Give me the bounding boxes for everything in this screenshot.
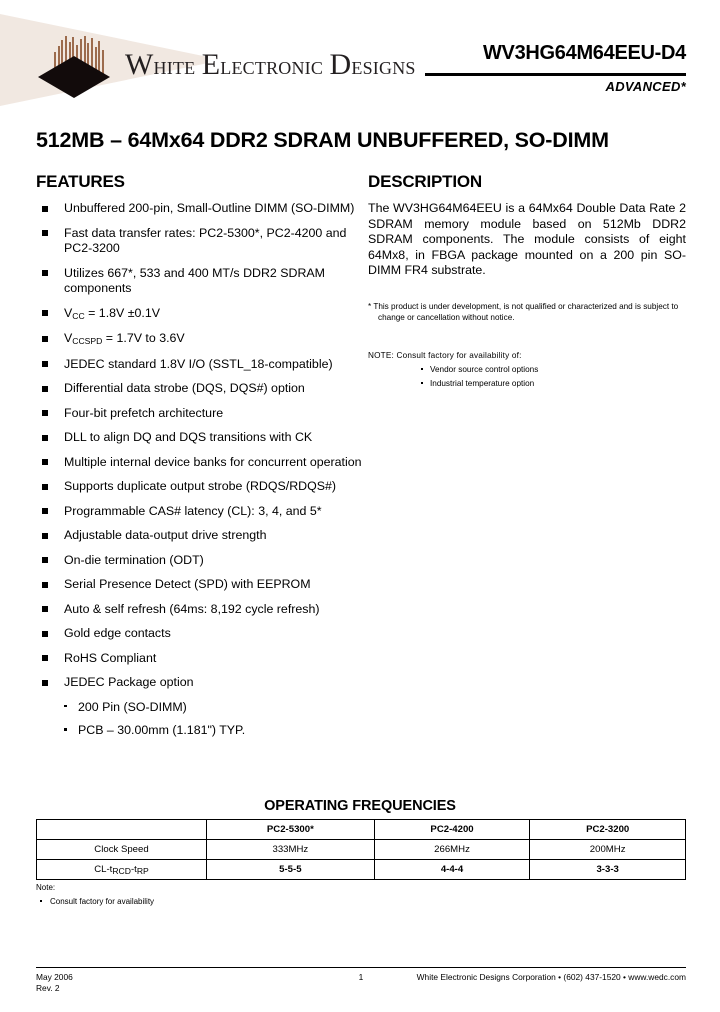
feature-text: Adjustable data-output drive strength (64, 528, 267, 542)
table-cell: 5-5-5 (207, 860, 375, 880)
square-bullet-icon (42, 361, 48, 367)
square-bullet-icon (42, 533, 48, 539)
feature-item (36, 226, 366, 257)
table-note-item (36, 896, 154, 907)
table-row (37, 860, 686, 880)
feature-text: On-die termination (ODT) (64, 552, 204, 567)
row-label: Clock Speed (37, 840, 207, 860)
feature-text: Fast data transfer rates: PC2-5300*, PC2-4200 and PC2-3200 (64, 225, 347, 255)
feature-text: Auto & self refresh (64ms: 8,192 cycle refresh) (64, 601, 320, 616)
dot-bullet-icon (40, 900, 42, 902)
footnote-line-2: change or cancellation without notice. (378, 313, 515, 322)
description-heading: DESCRIPTION (368, 172, 482, 191)
note-item-text: Industrial temperature option (430, 378, 535, 388)
square-bullet-icon (42, 386, 48, 392)
feature-text: JEDEC standard 1.8V I/O (SSTL_18-compatible) (64, 356, 333, 371)
footnote-line-1: * This product is under development, is not qualified or characterized and is subject to (368, 301, 679, 311)
table-header-row (37, 820, 686, 840)
feature-text: PCB – 30.00mm (1.181") TYP. (78, 723, 246, 737)
feature-text: 200 Pin (SO-DIMM) (78, 699, 187, 714)
feature-text: Unbuffered 200-pin, Small-Outline DIMM (SO-DIMM) (64, 201, 355, 215)
note-item-text: Vendor source control options (430, 364, 539, 374)
feature-item (36, 266, 366, 297)
square-bullet-icon (42, 435, 48, 441)
feature-text: DLL to align DQ and DQS transitions with CK (64, 430, 313, 444)
dot-bullet-icon (421, 368, 423, 370)
availability-note (368, 350, 686, 390)
feature-text: Programmable CAS# latency (CL): 3, 4, and 5* (64, 503, 322, 518)
footer-date: May 2006 (36, 972, 73, 982)
feature-subitem (36, 700, 366, 716)
dot-bullet-icon (421, 382, 423, 384)
table-header-cell: PC2-3200 (530, 820, 686, 840)
note-item (368, 364, 686, 376)
feature-text: Utilizes 667*, 533 and 400 MT/s DDR2 SDRAM components (64, 265, 325, 295)
square-bullet-icon (42, 484, 48, 490)
feature-item (36, 479, 366, 495)
table-row (37, 840, 686, 860)
feature-item (36, 602, 366, 618)
feature-item (36, 504, 366, 520)
square-bullet-icon (42, 336, 48, 342)
note-list (368, 364, 686, 390)
row-label: $CL-t_{RCD}-t_{RP}$ (37, 860, 207, 880)
features-column (36, 172, 366, 747)
square-bullet-icon (42, 655, 48, 661)
page-header (0, 0, 720, 112)
advanced-footnote (368, 301, 686, 324)
square-bullet-icon (42, 606, 48, 612)
table-cell: 266MHz (374, 840, 530, 860)
square-bullet-icon (42, 631, 48, 637)
table-cell: 4-4-4 (374, 860, 530, 880)
header-divider (425, 73, 686, 76)
square-bullet-icon (42, 508, 48, 514)
feature-text: Differential data strobe (DQS, DQS#) option (64, 381, 305, 395)
square-bullet-icon (42, 680, 48, 686)
white-electronic-designs-diamond-logo (38, 36, 110, 98)
feature-item (36, 406, 366, 422)
description-body: The WV3HG64M64EEU is a 64Mx64 Double Data Rate 2 SDRAM memory module based on 512Mb DDR2 SDRAM components. The module consists of eight 64Mx8, in FBGA package mounted on a 200 pin SO-DIMM FR4 substrate. (368, 201, 686, 277)
feature-item (36, 455, 366, 471)
table-header-cell: PC2-5300* (207, 820, 375, 840)
dot-bullet-icon (64, 728, 67, 731)
feature-text: RoHS Compliant (64, 650, 157, 665)
operating-frequencies-table (36, 819, 686, 880)
table-cell: 3-3-3 (530, 860, 686, 880)
square-bullet-icon (42, 410, 48, 416)
feature-item (36, 201, 366, 217)
features-list (36, 201, 366, 739)
note-label: NOTE: Consult factory for availability of: (368, 350, 522, 360)
features-heading: FEATURES (36, 172, 125, 191)
feature-subitem (36, 723, 366, 739)
feature-text: $V_{CCSPD} = 1.7V$ to 3.6V (64, 331, 185, 346)
footer-company-line: White Electronic Designs Corporation • (602) 437-1520 • www.wedc.com (416, 972, 686, 982)
table-note-label: Note: (36, 883, 56, 892)
table-cell: 200MHz (530, 840, 686, 860)
square-bullet-icon (42, 230, 48, 236)
table-header-cell: PC2-4200 (374, 820, 530, 840)
footer-divider (36, 967, 686, 968)
feature-text: $V_{CC} = 1.8V \pm 0.1V$ (64, 305, 161, 321)
square-bullet-icon (42, 206, 48, 212)
feature-item (36, 577, 366, 593)
feature-item (36, 331, 366, 348)
square-bullet-icon (42, 582, 48, 588)
feature-item (36, 430, 366, 446)
part-number: WV3HG64M64EEU-D4 (482, 42, 686, 64)
table-note (36, 882, 154, 907)
square-bullet-icon (42, 310, 48, 316)
feature-item (36, 528, 366, 544)
feature-item (36, 553, 366, 569)
feature-item (36, 306, 366, 323)
note-item (368, 378, 686, 390)
table-header-cell (37, 820, 207, 840)
page-title: 512MB – 64Mx64 DDR2 SDRAM UNBUFFERED, SO-DIMM (36, 128, 609, 152)
feature-text: Serial Presence Detect (SPD) with EEPROM (64, 577, 311, 591)
status-badge: ADVANCED* (605, 79, 686, 94)
footer-revision: Rev. 2 (36, 983, 60, 993)
table-cell: 333MHz (207, 840, 375, 860)
feature-item (36, 626, 366, 642)
feature-item (36, 651, 366, 667)
table-note-item-text: Consult factory for availability (50, 897, 155, 906)
description-column (368, 172, 686, 392)
feature-text: Supports duplicate output strobe (RDQS/RDQS#) (64, 479, 337, 493)
dot-bullet-icon (64, 705, 67, 708)
footer-page-number: 1 (358, 972, 364, 982)
square-bullet-icon (42, 557, 48, 563)
company-name: White Electronic Designs (125, 48, 416, 81)
feature-item (36, 381, 366, 397)
square-bullet-icon (42, 270, 48, 276)
feature-text: JEDEC Package option (64, 675, 194, 689)
feature-text: Gold edge contacts (64, 626, 171, 640)
feature-text: Multiple internal device banks for concurrent operation (64, 454, 362, 469)
feature-item (36, 675, 366, 691)
feature-text: Four-bit prefetch architecture (64, 405, 224, 420)
operating-frequencies-title: OPERATING FREQUENCIES (264, 798, 456, 814)
feature-item (36, 357, 366, 373)
square-bullet-icon (42, 459, 48, 465)
